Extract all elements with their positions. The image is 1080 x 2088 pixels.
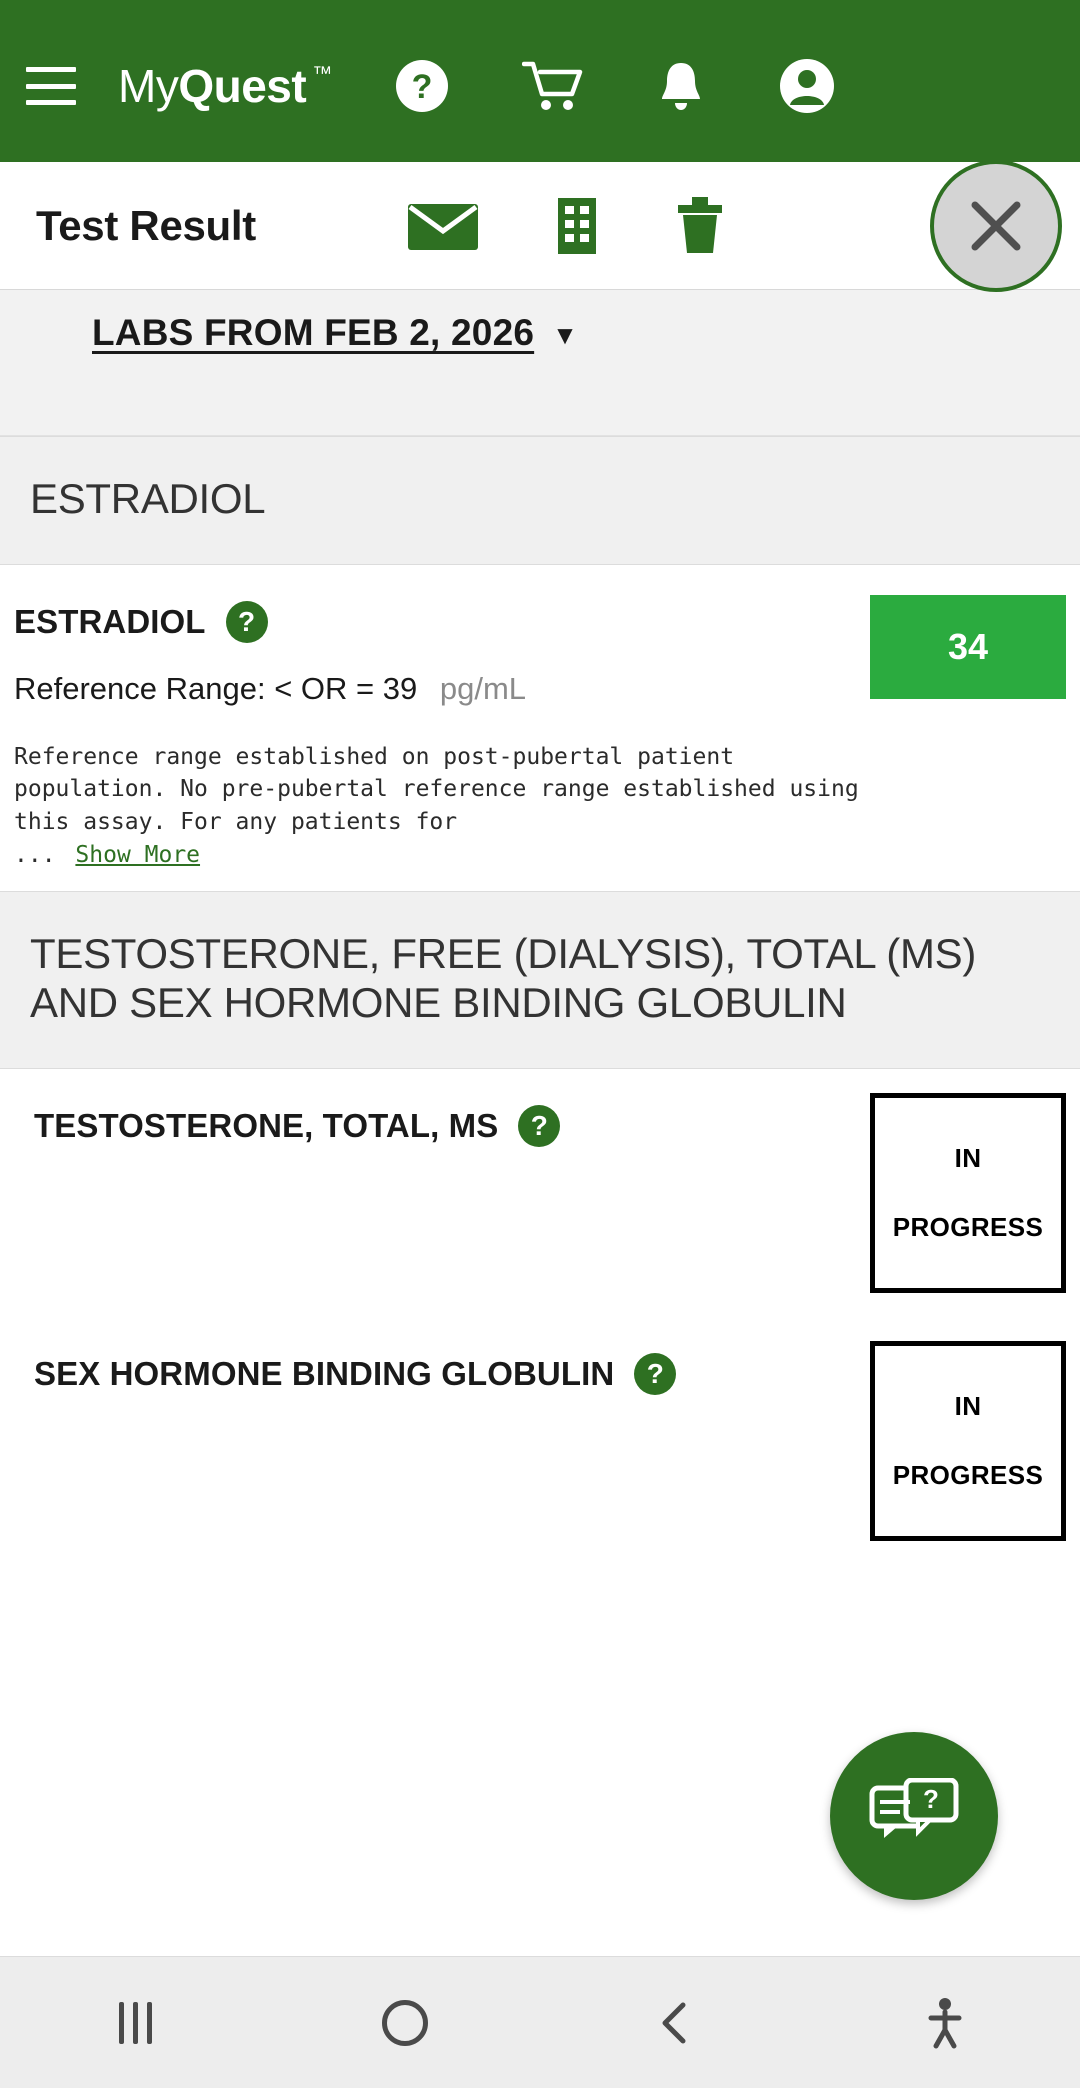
section-title: ESTRADIOL [30,475,266,522]
status-badge-line2: PROGRESS [892,1459,1044,1490]
system-navigation-bar [0,1956,1080,2088]
recents-button[interactable] [0,2002,270,2044]
help-icon[interactable] [394,58,450,114]
app-bar-actions [394,57,836,115]
status-badge-line1: IN [954,1390,982,1421]
chat-support-button[interactable] [830,1732,998,1900]
result-name: ESTRADIOL [14,602,206,640]
result-name: TESTOSTERONE, TOTAL, MS [34,1106,499,1144]
chevron-down-icon[interactable]: ▼ [552,320,578,350]
fax-icon[interactable] [548,196,606,256]
chat-support-icon [868,1778,960,1854]
hamburger-icon[interactable] [26,67,76,105]
accessibility-button[interactable] [810,1996,1080,2050]
show-more-link[interactable]: Show More [75,841,201,868]
reference-range-text: Reference Range: < OR = 39 [14,670,418,706]
brand-bold-text: Quest [178,60,307,112]
recents-icon[interactable] [119,2002,152,2044]
help-icon[interactable]: ? [634,1353,676,1395]
app-bar [0,10,1080,162]
back-icon [653,1999,697,2047]
note-ellipsis: ... [14,841,56,868]
section-header-estradiol [0,436,1080,565]
status-badge [870,1341,1066,1541]
accessibility-icon [923,1996,967,2050]
result-note-text: Reference range established on post-pubertal patient population. No pre-pubertal reference range established using this assay. For any patients for [14,743,859,836]
status-badge-line1: IN [954,1142,982,1173]
home-button[interactable] [270,2000,540,2046]
sub-header-actions [406,195,726,257]
trademark-symbol: ™ [312,63,332,85]
brand-light-text: My [118,60,179,112]
app-logo [118,59,332,113]
account-icon[interactable] [778,57,836,115]
help-icon[interactable]: ? [226,601,268,643]
result-row-testosterone-total[interactable] [0,1069,1080,1317]
result-note [14,741,894,872]
result-row-estradiol[interactable] [0,565,1080,892]
result-name: SEX HORMONE BINDING GLOBULIN [34,1354,615,1392]
reference-range-unit: pg/mL [439,670,527,706]
home-icon[interactable] [382,2000,428,2046]
cart-icon[interactable] [522,58,584,114]
result-value-badge: 34 [870,595,1066,699]
notifications-bell-icon[interactable] [656,57,706,115]
help-icon[interactable]: ? [518,1105,560,1147]
status-badge-line2: PROGRESS [892,1211,1044,1242]
section-title: TESTOSTERONE, FREE (DIALYSIS), TOTAL (MS) AND SEX HORMONE BINDING GLOBULIN [30,930,977,1027]
status-bar [0,0,1080,10]
email-icon[interactable] [406,198,480,254]
page-title: Test Result [36,201,256,249]
sub-header [0,162,1080,290]
svg-text:?: ? [411,68,433,106]
svg-text:?: ? [923,1784,939,1814]
labs-date-label[interactable]: LABS FROM FEB 2, 2026 [92,312,535,353]
close-button[interactable] [930,160,1062,292]
delete-icon[interactable] [674,195,726,257]
status-badge [870,1093,1066,1293]
labs-date-selector[interactable] [0,290,1080,436]
close-icon [963,193,1029,259]
back-button[interactable] [540,1999,810,2047]
section-header-testosterone [0,891,1080,1068]
result-row-shbg[interactable] [0,1317,1080,1497]
